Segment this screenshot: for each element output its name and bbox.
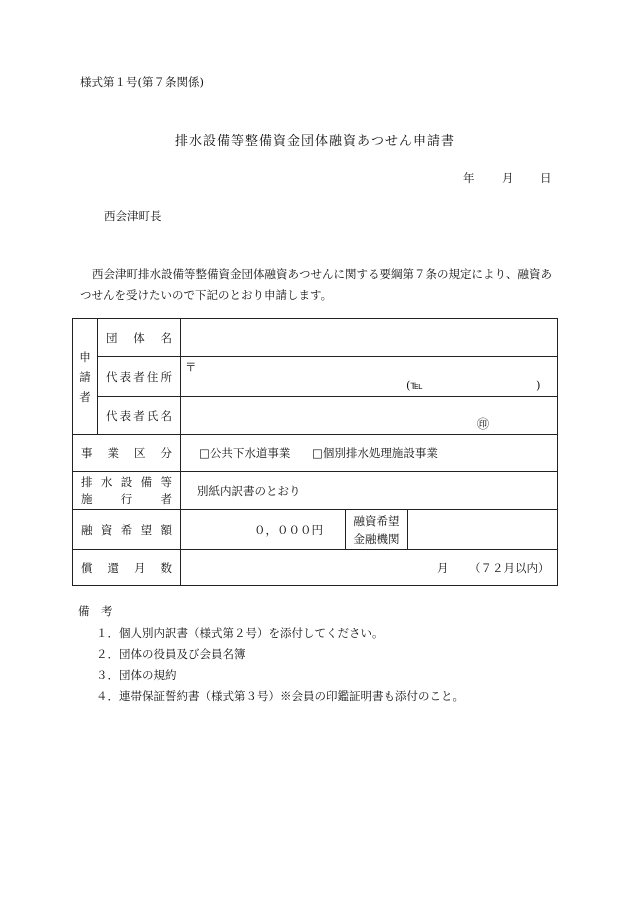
notes-title: 備 考 [78, 604, 113, 618]
rep-address-label: 代表者住所 [98, 357, 181, 397]
loan-amount-label: 融資希望額 [73, 510, 181, 550]
date-month: 月 [502, 171, 514, 185]
contractor-value: 別紙内訳書のとおり [181, 472, 558, 510]
application-table [72, 318, 558, 586]
option-public-sewer[interactable]: □公共下水道事業 [199, 446, 291, 460]
repayment-note: （７２月以内） [469, 561, 550, 575]
document-title: 排水設備等整備資金団体融資あつせん申請書 [174, 134, 455, 149]
row-repayment [73, 550, 558, 586]
repayment-unit: 月 [437, 561, 449, 575]
repayment-field[interactable] [181, 550, 558, 586]
tel-label: (℡ [406, 378, 423, 392]
business-type-options [181, 435, 558, 472]
group-name-label: 団 体 名 [98, 319, 181, 357]
row-rep-name [73, 397, 558, 435]
group-name-field[interactable] [181, 319, 558, 357]
rep-name-label: 代表者氏名 [98, 397, 181, 435]
note-item-3: ３．団体の規約 [96, 668, 177, 682]
date-day: 日 [540, 171, 552, 185]
applicant-group-label: 申 請 者 [73, 319, 98, 435]
row-group-name [73, 319, 558, 357]
seal-mark: ㊞ [477, 417, 490, 431]
note-item-1: １．個人別内訳書（様式第２号）を添付してください。 [96, 626, 384, 640]
addressee: 西会津町長 [104, 209, 162, 223]
repayment-label: 償 還 月 数 [73, 550, 181, 586]
tel-close: ) [536, 378, 541, 392]
note-item-2: ２．団体の役員及び会員名簿 [96, 647, 246, 661]
row-contractor [73, 472, 558, 510]
rep-address-field[interactable] [181, 357, 558, 397]
note-item-4: ４．連帯保証誓約書（様式第３号）※会員の印鑑証明書も添付のこと。 [96, 689, 464, 703]
bank-field[interactable] [408, 510, 558, 550]
row-rep-address [73, 357, 558, 397]
postal-mark: 〒 [185, 360, 197, 374]
row-business-type [73, 435, 558, 472]
form-number: 様式第１号(第７条関係) [80, 75, 204, 89]
bank-label: 融資希望 金融機関 [346, 510, 408, 550]
loan-amount-value[interactable]: ０，０００円 [181, 510, 346, 550]
rep-name-field[interactable] [181, 397, 558, 435]
business-type-label: 事 業 区 分 [73, 435, 181, 472]
date-year: 年 [463, 171, 475, 185]
contractor-label: 排水設備等 施 行 者 [73, 472, 181, 510]
option-individual-drainage[interactable]: □個別排水処理施設事業 [312, 446, 438, 460]
row-loan [73, 510, 558, 550]
intro-paragraph: 西会津町排水設備等整備資金団体融資あつせんに関する要綱第７条の規定により、融資あつせんを受けたいので下記のとおり申請します。 [80, 267, 552, 302]
